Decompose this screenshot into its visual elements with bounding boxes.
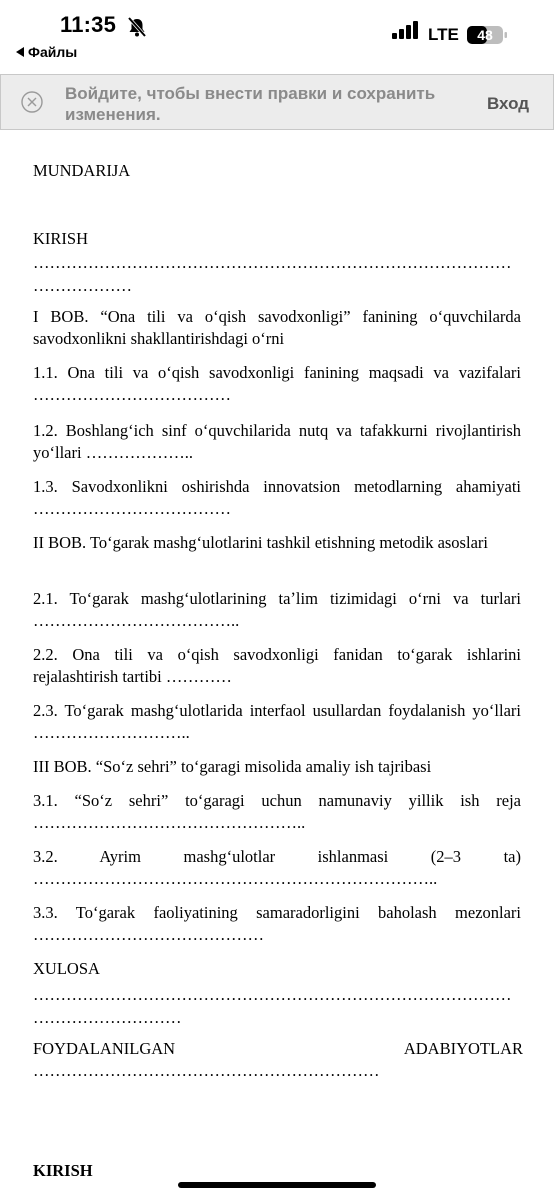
- network-type: LTE: [428, 25, 459, 44]
- toc-chapter-1: I BOB. “Ona tili va oʻqish savodxonligi” fanining oʻquvchilarda savodxonlikni shakllantirishdagi oʻrni: [33, 307, 521, 348]
- back-label: Файлы: [28, 44, 78, 60]
- toc-xulosa-dots-cont: ………………………: [33, 1008, 182, 1027]
- toc-section-1-2: 1.2. Boshlangʻich sinf oʻquvchilarida nutq va tafakkurni rivojlantirish yoʻllari ………………..: [33, 421, 521, 462]
- battery-level: 48: [477, 27, 493, 43]
- toc-kirish-dots-cont: ………………: [33, 276, 132, 295]
- toc-section-3-1: 3.1. “Soʻz sehri” toʻgaragi uchun namunaviy yillik ish reja …………………………………………..: [33, 791, 521, 832]
- silent-bell-icon: [126, 16, 148, 38]
- back-arrow-icon: [16, 47, 24, 57]
- toc-xulosa: XULOSA: [33, 959, 100, 978]
- toc-section-3-3: 3.3. Toʻgarak faoliyatining samaradorligini baholash mezonlari ……………………………………: [33, 903, 521, 944]
- toc-chapter-3: III BOB. “Soʻz sehri” toʻgaragi misolida amaliy ish tajribasi: [33, 757, 432, 776]
- battery-icon: [466, 25, 508, 45]
- toc-section-1-1: 1.1. Ona tili va oʻqish savodxonligi fanining maqsadi va vazifalari ………………………………: [33, 363, 521, 404]
- toc-references: FOYDALANILGAN ADABIYOTLAR ………………………………………………………: [33, 1039, 523, 1080]
- toc-section-1-3: 1.3. Savodxonlikni oshirishda innovatsion metodlarning ahamiyati ………………………………: [33, 477, 521, 518]
- home-indicator[interactable]: [178, 1182, 376, 1188]
- toc-kirish-dots: ……………………………………………………………………………: [33, 253, 512, 272]
- toc-section-2-3: 2.3. Toʻgarak mashgʻulotlarida interfaol usullardan foydalanish yoʻllari ………………………..: [33, 701, 521, 742]
- toc-chapter-2: II BOB. Toʻgarak mashgʻulotlarini tashkil etishning metodik asoslari: [33, 533, 488, 552]
- close-icon[interactable]: [21, 91, 43, 113]
- toc-section-2-2: 2.2. Ona tili va oʻqish savodxonligi fanidan toʻgarak ishlarini rejalashtirish tartibi …………: [33, 645, 521, 686]
- clock-time: 11:35: [60, 12, 117, 37]
- back-to-files-link[interactable]: [16, 44, 77, 60]
- toc-heading: MUNDARIJA: [33, 161, 131, 180]
- toc-section-2-1: 2.1. Toʻgarak mashgʻulotlarining taʼlim tizimidagi oʻrni va turlari ………………………………..: [33, 589, 521, 630]
- login-button[interactable]: Вход: [487, 94, 530, 113]
- toc-kirish: KIRISH: [33, 229, 89, 248]
- toc-xulosa-dots: ……………………………………………………………………………: [33, 985, 512, 1004]
- kirish-heading: KIRISH: [33, 1161, 93, 1180]
- banner-message: Войдите, чтобы внести правки и сохранить изменения.: [65, 84, 436, 124]
- cellular-signal-icon: [391, 20, 421, 40]
- sign-in-banner: [0, 74, 554, 130]
- toc-section-3-2: 3.2. Ayrim mashgʻulotlar ishlanmasi (2–3 ta) ………………………………………………………………..: [33, 847, 521, 888]
- status-bar: [0, 0, 554, 72]
